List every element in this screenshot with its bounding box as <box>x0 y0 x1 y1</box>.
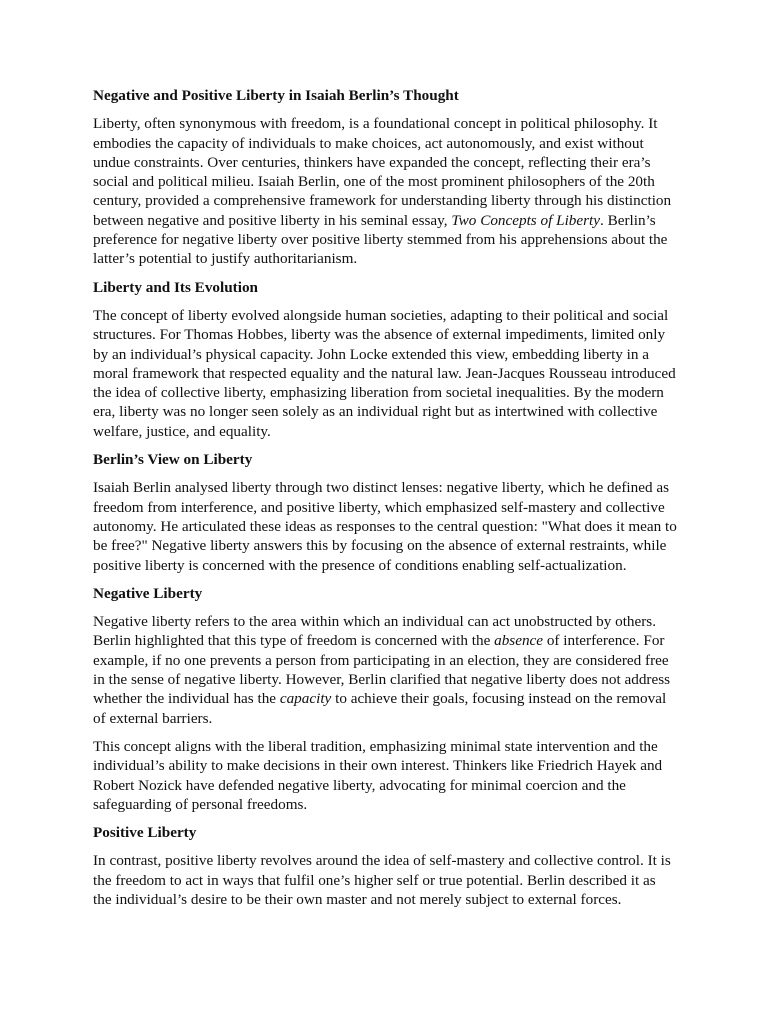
section-heading-positive-liberty: Positive Liberty <box>93 824 197 842</box>
intro-text-end: . Berlin’s preference for negative liberty over positive liberty stemmed from his apprehensions about the latter’s potential to justify authoritarianism. <box>93 211 668 268</box>
negative-text-3: to achieve their goals, focusing instead on the removal of external barriers. <box>93 690 667 727</box>
paragraph-negative-liberty-tradition: This concept aligns with the liberal tradition, emphasizing minimal state intervention and the individual’s ability to make decisions in their own interest. Thinkers like Friedrich Hayek and Robert Nozick have defended negative liberty, advocating for minimal coercion and the safeguarding of personal freedoms. <box>93 737 663 813</box>
paragraph-berlin-view: Isaiah Berlin analysed liberty through two distinct lenses: negative liberty, which he defined as freedom from interference, and positive liberty, which emphasized self-mastery and collective autonomy. He articulated these ideas as responses to the central question: "What does it mean to be free?" Negative liberty answers this by focusing on the absence of external restraints, while positive liberty is concerned with the presence of conditions enabling self-actualization. <box>93 479 677 574</box>
negative-text-1: Negative liberty refers to the area within which an individual can act unobstructed by others. Berlin highlighted that this type of freedom is concerned with the <box>93 613 657 650</box>
negative-text-2: of interference. For example, if no one prevents a person from participating in an election, they are considered free in the sense of negative liberty. However, Berlin clarified that negative liberty does not address whether the individual has the <box>93 632 671 708</box>
intro-text-start: Liberty, often synonymous with freedom, is a foundational concept in political philosophy. It embodies the capacity of individuals to make choices, act autonomously, and exist without undue constraints. Over centuries, thinkers have expanded the concept, reflecting their era’s social and political milieu. Isaiah Berlin, one of the most prominent philosophers of the 20th century, provided a comprehensive framework for understanding liberty through his distinction between negative and positive liberty in his seminal essay, <box>93 115 672 229</box>
section-heading-negative-liberty: Negative Liberty <box>93 584 203 602</box>
section-heading-evolution: Liberty and Its Evolution <box>93 278 258 296</box>
paragraph-negative-liberty-definition <box>93 612 677 728</box>
intro-paragraph <box>93 114 677 268</box>
essay-title-emphasis: Two Concepts of Liberty <box>451 211 601 229</box>
capacity-emphasis: capacity <box>279 690 332 708</box>
absence-emphasis: absence <box>494 632 544 650</box>
document-page <box>93 86 677 918</box>
paragraph-positive-liberty: In contrast, positive liberty revolves around the idea of self-mastery and collective control. It is the freedom to act in ways that fulfil one’s higher self or true potential. Berlin described it as the individual’s desire to be their own master and not merely subject to external forces. <box>93 852 671 908</box>
paragraph-evolution: The concept of liberty evolved alongside human societies, adapting to their political and social structures. For Thomas Hobbes, liberty was the absence of external impediments, limited only by an individual’s physical capacity. John Locke extended this view, embedding liberty in a moral framework that respected equality and the natural law. Jean-Jacques Rousseau introduced the idea of collective liberty, emphasizing liberation from societal inequalities. By the modern era, liberty was no longer seen solely as an individual right but as intertwined with collective welfare, justice, and equality. <box>93 306 676 440</box>
section-heading-berlin-view: Berlin’s View on Liberty <box>93 451 253 469</box>
document-title: Negative and Positive Liberty in Isaiah Berlin’s Thought <box>93 87 459 104</box>
